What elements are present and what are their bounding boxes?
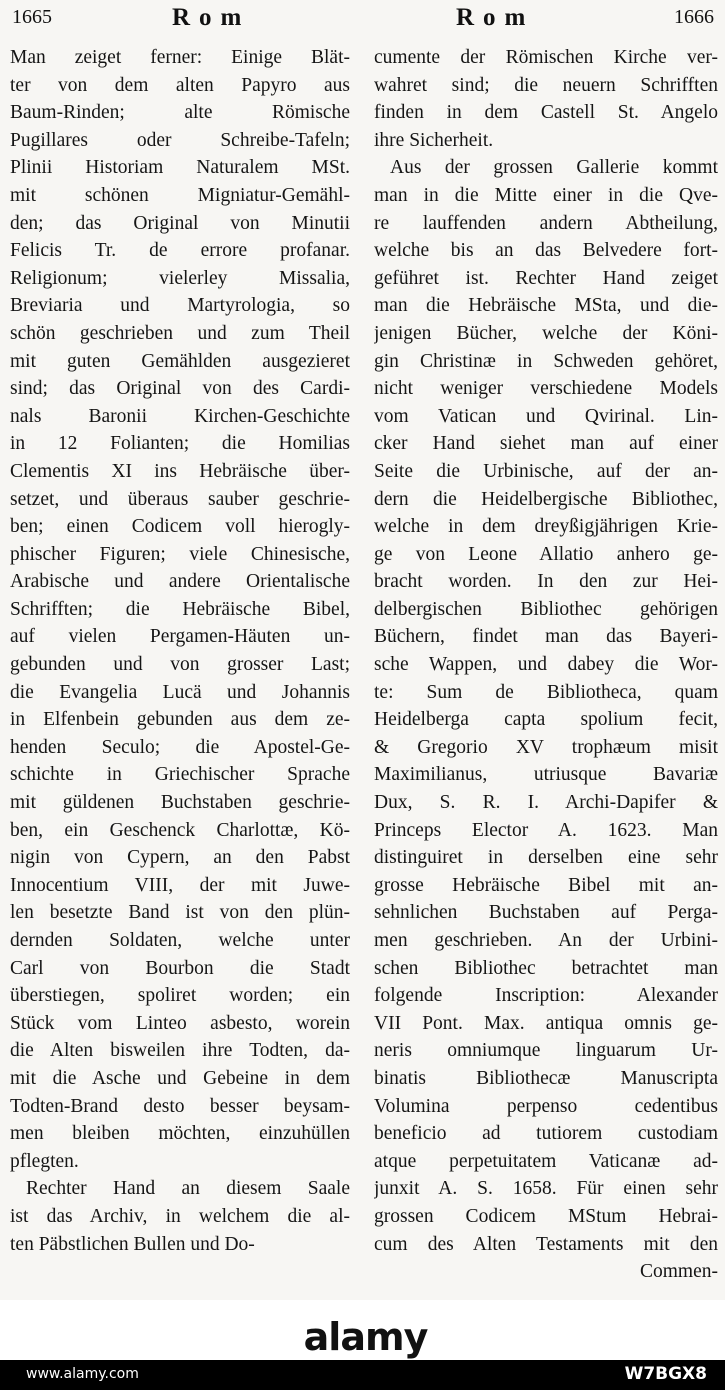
text-line: Innocentium VIII, der mit Juwe- [10,874,350,896]
text-line: junxit A. S. 1658. Für einen sehr [374,1178,718,1200]
text-line: mit die Asche und Gebeine in dem [10,1067,350,1089]
text-line: te: Sum de Bibliotheca, quam [374,681,718,703]
watermark-image-id: W7BGX8 [624,1364,707,1384]
text-line: die Alten bisweilen ihre Todten, da- [10,1040,350,1062]
text-line: Rechter Hand an diesem Saale [26,1178,350,1200]
text-line: man in die Mitte einer in die Qve- [374,184,718,206]
text-line: überstiegen, spoliret worden; ein [10,985,350,1007]
text-line: dern die Heidelbergische Bibliothec, [374,488,718,510]
text-line: nigin von Cypern, an den Pabst [10,847,350,869]
text-line: & Gregorio XV trophæum misit [374,736,718,758]
text-line: ist das Archiv, in welchem die al- [10,1205,350,1227]
text-line: Pugillares oder Schreibe-Tafeln; [10,129,350,151]
text-line: Schrifften; die Hebräische Bibel, [10,598,350,620]
text-line: Baum-Rinden; alte Römische [10,102,350,124]
text-line: nals Baronii Kirchen-Geschichte [10,405,350,427]
right-page-header [374,4,714,38]
text-line: delbergischen Bibliothec gehörigen [374,598,718,620]
text-line: Man zeiget ferner: Einige Blät- [10,47,350,68]
text-line: Clementis XI ins Hebräische über- [10,460,350,482]
left-page-header [12,4,352,38]
text-line: Maximilianus, utriusque Bavariæ [374,764,718,786]
text-line: jenigen Bücher, welche der Köni- [374,322,718,344]
text-line: grosse Hebräische Bibel mit an- [374,874,718,896]
text-line: folgende Inscription: Alexander [374,985,718,1007]
text-line: welche bis an das Belvedere fort- [374,240,718,262]
text-line: sehnlichen Buchstaben auf Perga- [374,902,718,924]
text-line: ben, ein Geschenck Charlottæ, Kö- [10,819,350,841]
text-line: grossen Codicem MStum Hebrai- [374,1205,718,1227]
text-line: wahret sind; die neuern Schrifften [374,74,718,96]
text-line: Religionum; vielerley Missalia, [10,267,350,289]
left-page-number: 1665 [12,6,52,28]
text-line: men geschrieben. An der Urbini- [374,930,718,951]
text-line: Heidelberga capta spolium fecit, [374,709,718,731]
text-line: Seite die Urbinische, auf der an- [374,460,718,482]
text-line: cum des Alten Testaments mit den [374,1233,718,1255]
text-line: ge von Leone Allatio anhero ge- [374,543,718,565]
text-line: in Elfenbein gebunden aus dem ze- [10,709,350,731]
text-line: Plinii Historiam Naturalem MSt. [10,157,350,179]
text-line: Felicis Tr. de errore profanar. [10,240,350,262]
text-line: binatis Bibliothecæ Manuscripta [374,1067,718,1089]
text-line: Aus der grossen Gallerie kommt [390,157,718,179]
watermark-url: www.alamy.com [26,1366,139,1382]
text-line: man die Hebräische MSta, und die- [374,295,718,317]
text-line: len besetzte Band ist von den plün- [10,902,350,924]
text-line: die Evangelia Lucä und Johannis [10,681,350,703]
text-line: henden Seculo; die Apostel-Ge- [10,736,350,758]
text-line: nicht weniger verschiedene Models [374,378,718,400]
text-line: dernden Soldaten, welche unter [10,930,350,951]
text-line: setzet, und überaus sauber geschrie- [10,488,350,510]
text-line: phischer Figuren; viele Chinesische, [10,543,350,565]
text-line: welche in dem dreyßigjährigen Krie- [374,516,718,538]
text-line: den; das Original von Minutii [10,212,350,234]
text-line: finden in dem Castell St. Angelo [374,102,718,124]
text-line: geführet ist. Rechter Hand zeiget [374,267,718,289]
text-line: ben; einen Codicem voll hierogly- [10,516,350,538]
left-text-column [10,44,350,1258]
left-running-title: Rom [172,4,251,31]
text-line: schichte in Griechischer Sprache [10,764,350,786]
text-line: distinguiret in derselben eine sehr [374,847,718,869]
text-line: Dux, S. R. I. Archi-Dapifer & [374,792,718,814]
watermark-strip [0,1360,725,1390]
text-line: gebunden und von grosser Last; [10,654,350,676]
text-line: re lauffenden andern Abtheilung, [374,212,718,234]
text-line: cker Hand siehet man auf einer [374,433,718,455]
text-line: atque perpetuitatem Vaticanæ ad- [374,1150,718,1172]
text-line: beneficio ad tutiorem custodiam [374,1123,718,1145]
text-line: ten Päbstlichen Bullen und Do- [10,1233,255,1255]
text-line: men bleiben möchten, einzuhüllen [10,1123,350,1145]
text-line: bracht worden. In den zur Hei- [374,571,718,593]
text-line: Büchern, findet man das Bayeri- [374,626,718,648]
text-line: Carl von Bourbon die Stadt [10,957,350,979]
text-line: cumente der Römischen Kirche ver- [374,47,718,68]
text-line: mit guten Gemählden ausgezieret [10,350,350,372]
right-page-number: 1666 [674,6,714,28]
text-line: sche Wappen, und dabey die Wor- [374,654,718,676]
text-line: neris omniumque linguarum Ur- [374,1040,718,1062]
text-line: pflegten. [10,1150,79,1172]
text-line: ihre Sicherheit. [374,129,494,151]
text-line: mit güldenen Buchstaben geschrie- [10,792,350,814]
right-running-title: Rom [456,4,535,31]
text-line: schön geschrieben und zum Theil [10,322,350,344]
text-line: auf vielen Pergamen-Häuten un- [10,626,350,648]
stock-watermark-bar [0,1300,725,1390]
text-line: schen Bibliothec betrachtet man [374,957,718,979]
text-line: Breviaria und Martyrologia, so [10,295,350,317]
text-line: VII Pont. Max. antiqua omnis ge- [374,1012,718,1034]
text-line: sind; das Original von des Cardi- [10,378,350,400]
right-text-column [374,44,718,1286]
text-line: in 12 Folianten; die Homilias [10,433,350,455]
text-line: Arabische und andere Orientalische [10,571,350,593]
text-line: Volumina perpenso cedentibus [374,1095,718,1117]
text-line: vom Vatican und Qvirinal. Lin- [374,405,718,427]
alamy-logo: alamy [303,1315,428,1359]
text-line: gin Christinæ in Schweden gehöret, [374,350,718,372]
text-line: mit schönen Migniatur-Gemähl- [10,184,350,206]
text-line: ter von dem alten Papyro aus [10,74,350,96]
text-line: Princeps Elector A. 1623. Man [374,819,718,841]
text-line: Commen- [640,1261,718,1283]
text-line: Todten-Brand desto besser beysam- [10,1095,350,1117]
text-line: Stück vom Linteo asbesto, worein [10,1012,350,1034]
